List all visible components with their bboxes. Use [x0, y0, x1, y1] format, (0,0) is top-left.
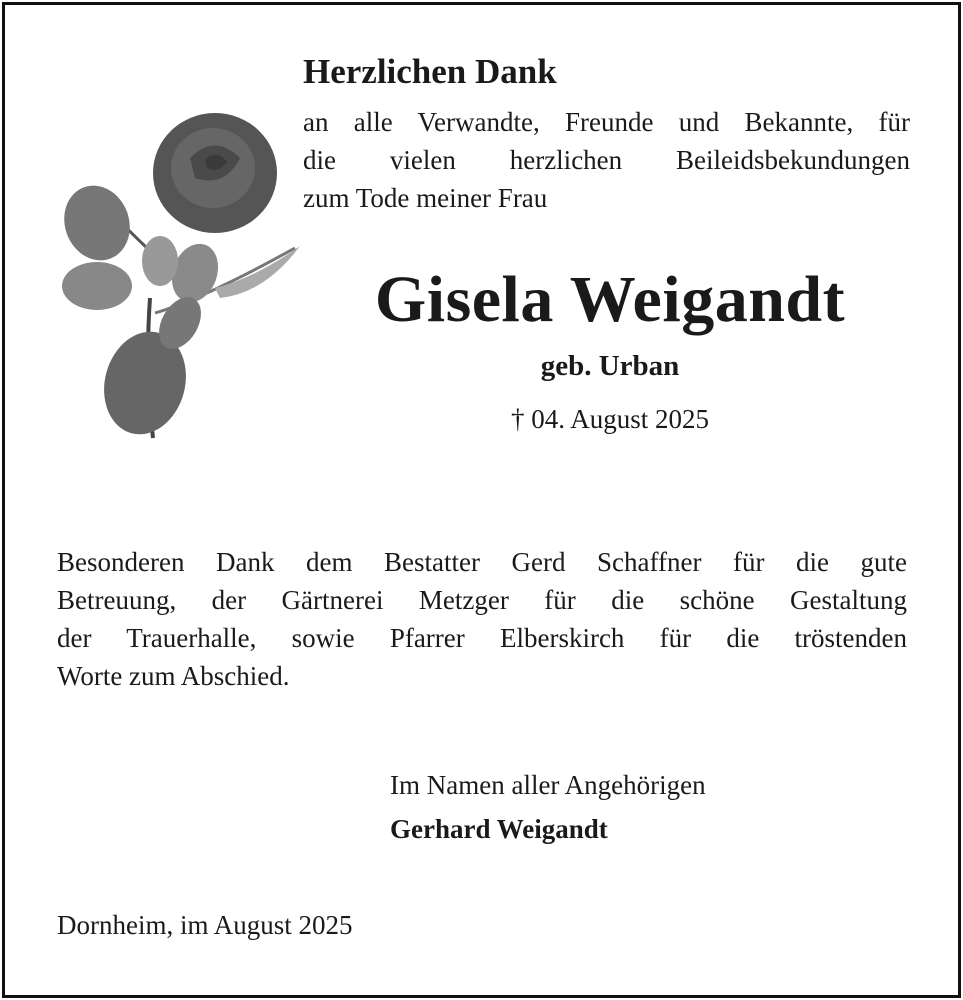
intro-line: zum Tode meiner Frau: [303, 183, 548, 213]
thanks-line: Besonderen Dank dem Bestatter Gerd Schaffner für die gute: [57, 547, 907, 577]
intro-line: an alle Verwandte, Freunde und Bekannte, für: [303, 107, 910, 137]
birth-name: geb. Urban: [540, 350, 680, 382]
death-date: † 04. August 2025: [510, 404, 710, 434]
signature-name: Gerhard Weigandt: [390, 814, 608, 844]
intro-line: die vielen herzlichen Beileidsbekundungen: [303, 145, 910, 175]
place-date: Dornheim, im August 2025: [57, 910, 353, 940]
heading: Herzlichen Dank: [303, 52, 557, 91]
thanks-line: der Trauerhalle, sowie Pfarrer Elberskirch für die tröstenden: [57, 623, 907, 653]
thanks-line: Worte zum Abschied.: [57, 661, 290, 691]
rose-icon: [55, 98, 305, 443]
signature-line: Im Namen aller Angehörigen: [390, 770, 706, 800]
deceased-name: Gisela Weigandt: [374, 263, 846, 336]
thanks-line: Betreuung, der Gärtnerei Metzger für die schöne Gestaltung: [57, 585, 907, 615]
